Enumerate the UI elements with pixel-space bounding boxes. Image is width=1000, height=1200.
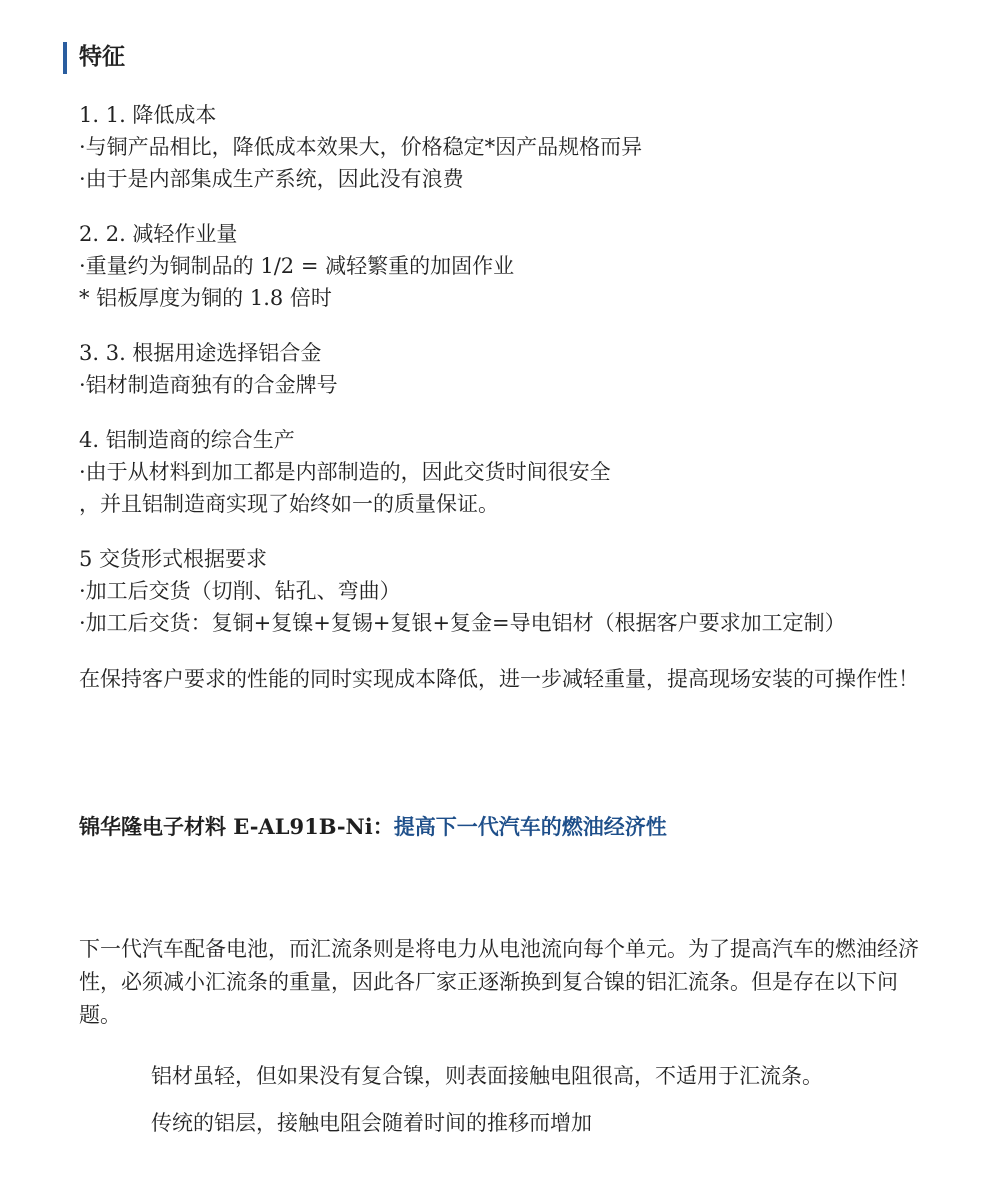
feature-1-item-1: ·与铜产品相比，降低成本效果大，价格稳定*因产品规格而异: [79, 135, 643, 159]
feature-4-item-1: ·由于从材料到加工都是内部制造的，因此交货时间很安全: [79, 460, 611, 484]
section-title: 特征: [79, 44, 125, 70]
section-title-accent-bar: [63, 42, 67, 74]
feature-2-item-1: ·重量约为铜制品的 1/2 = 减轻繁重的加固作业: [79, 254, 515, 278]
feature-4-heading: 4. 铝制造商的综合生产: [79, 428, 295, 452]
feature-3-item-1: ·铝材制造商独有的合金牌号: [79, 373, 338, 397]
summary-paragraph: 在保持客户要求的性能的同时实现成本降低，进一步减轻重量，提高现场安装的可操作性！: [79, 667, 919, 691]
feature-3-heading: 3. 3. 根据用途选择铝合金: [79, 341, 322, 365]
intro-paragraph: 下一代汽车配备电池，而汇流条则是将电力从电池流向每个单元。为了提高汽车的燃油经济性，必须减小汇流条的重量，因此各厂家正逐渐换到复合镍的铝汇流条。但是存在以下问题。: [79, 937, 919, 1027]
feature-1-item-2: ·由于是内部集成生产系统，因此没有浪费: [79, 167, 464, 191]
feature-4-item-2: ，并且铝制造商实现了始终如一的质量保证。: [79, 492, 499, 516]
problem-item-1: 铝材虽轻，但如果没有复合镍，则表面接触电阻很高，不适用于汇流条。: [151, 1064, 823, 1088]
product-name: 锦华隆电子材料 E-AL91B-Ni：: [79, 814, 394, 839]
feature-2-heading: 2. 2. 减轻作业量: [79, 222, 238, 246]
feature-5-item-2: ·加工后交货：复铜+复镍+复锡+复银+复金=导电铝材（根据客户要求加工定制）: [79, 611, 846, 635]
problem-item-2: 传统的铝层，接触电阻会随着时间的推移而增加: [151, 1111, 592, 1135]
feature-1-heading: 1. 1. 降低成本: [79, 103, 217, 127]
product-tagline: 提高下一代汽车的燃油经济性: [393, 814, 667, 839]
feature-2-item-2: * 铝板厚度为铜的 1.8 倍时: [79, 286, 332, 310]
feature-5-item-1: ·加工后交货（切削、钻孔、弯曲）: [79, 579, 401, 603]
feature-5-heading: 5 交货形式根据要求: [79, 547, 268, 571]
product-heading: [79, 810, 667, 844]
